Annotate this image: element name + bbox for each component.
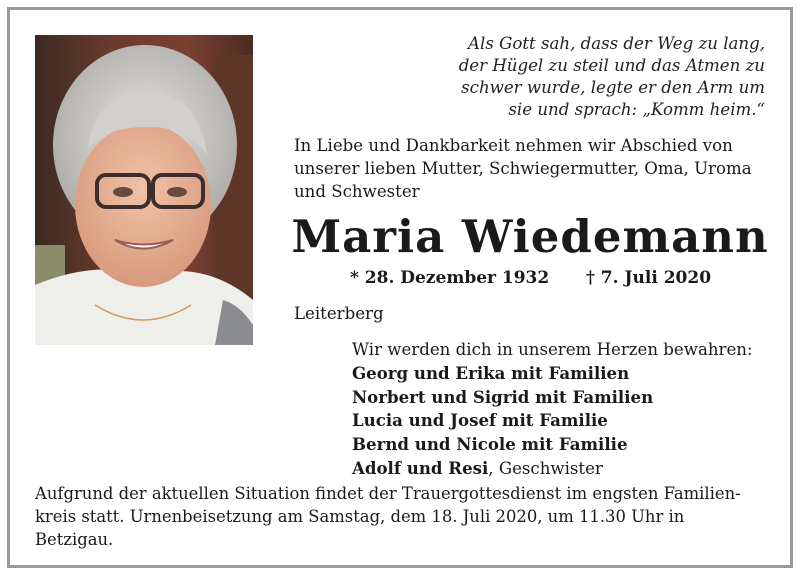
family-member-names: Adolf und Resi bbox=[352, 457, 489, 478]
family-list bbox=[352, 339, 772, 481]
poem-line: sie und sprach: „Komm heim.“ bbox=[508, 100, 765, 119]
death-date: † 7. Juli 2020 bbox=[586, 268, 712, 288]
family-member bbox=[352, 457, 772, 481]
family-heading: Wir werden dich in unserem Herzen bewahren: bbox=[352, 340, 753, 359]
notice-line: Betzigau. bbox=[35, 530, 114, 549]
birth-date: * 28. Dezember 1932 bbox=[350, 268, 550, 288]
notice-line: Aufgrund der aktuellen Situation findet der Trauergottesdienst im engsten Familien- bbox=[35, 484, 741, 503]
intro-line: unserer lieben Mutter, Schwiegermutter, Oma, Uroma bbox=[294, 159, 752, 178]
family-member-names: Bernd und Nicole mit Familie bbox=[352, 434, 628, 455]
family-member-names: Norbert und Sigrid mit Familien bbox=[352, 386, 654, 407]
poem-line: Als Gott sah, dass der Weg zu lang, bbox=[468, 34, 765, 53]
intro-text bbox=[294, 134, 774, 203]
family-member bbox=[352, 386, 772, 410]
family-member bbox=[352, 433, 772, 457]
poem-line: der Hügel zu steil und das Atmen zu bbox=[458, 56, 765, 75]
deceased-name: Maria Wiedemann bbox=[291, 210, 769, 263]
notice-line: kreis statt. Urnenbeisetzung am Samstag, dem 18. Juli 2020, um 11.30 Uhr in bbox=[35, 507, 685, 526]
service-notice bbox=[35, 482, 767, 551]
residence-place: Leiterberg bbox=[294, 304, 384, 323]
family-member-names: Georg und Erika mit Familien bbox=[352, 362, 630, 383]
portrait-photo bbox=[35, 35, 253, 345]
intro-line: und Schwester bbox=[294, 182, 420, 201]
poem-quote bbox=[380, 33, 765, 121]
poem-line: schwer wurde, legte er den Arm um bbox=[461, 78, 765, 97]
family-member-suffix: , Geschwister bbox=[488, 458, 603, 478]
family-member bbox=[352, 409, 772, 433]
intro-line: In Liebe und Dankbarkeit nehmen wir Abschied von bbox=[294, 136, 733, 155]
family-member-names: Lucia und Josef mit Familie bbox=[352, 410, 608, 431]
family-member bbox=[352, 362, 772, 386]
